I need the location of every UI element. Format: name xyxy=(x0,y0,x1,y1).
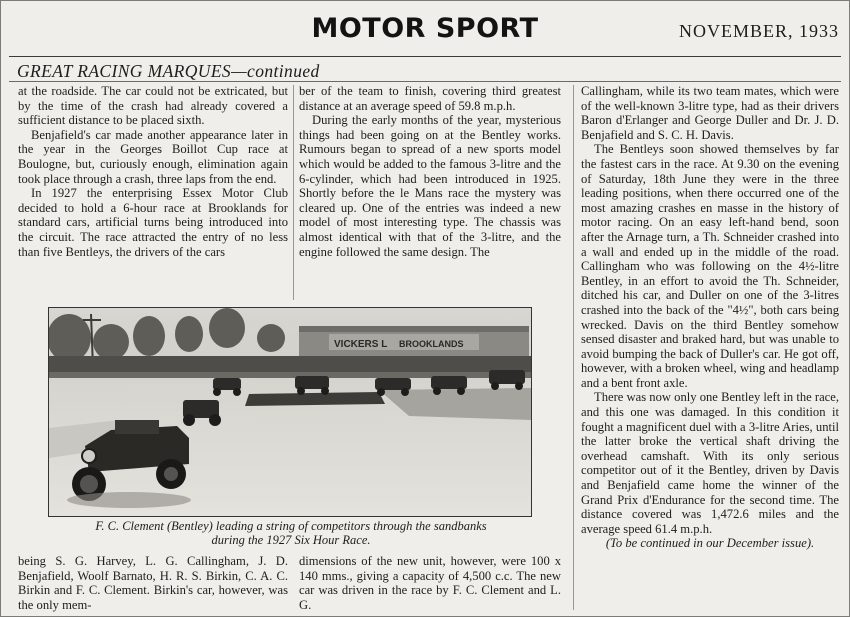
paragraph: being S. G. Harvey, L. G. Callingham, J. D. Benjafield, Woolf Barnato, H. R. S. Birkin, C. A. C. Birkin and F. C. Clement. Birkin's car, however, was the only mem- xyxy=(18,554,288,612)
paragraph: dimensions of the new unit, however, were 100 x 140 mms., giving a capacity of 4,500 c.c. The new car was driven in the race by F. C. Clement and L. G. xyxy=(299,554,561,612)
paragraph: The Bentleys soon showed themselves by far the fastest cars in the race. At 9.30 on the evening of Saturday, 18th June they were in the three leading positions, when there occurred one of the most amazing crashes en masse in the history of motor racing. On an easy left-hand bend, soon after the Arnage turn, a Th. Schneider crashed into a wall and ended up in the middle of the road. Callingham who was following on the 4½-litre Bentley, in an effort to avoid the Th. Schneider, ditched his car, and Duller on one of the 3-litres crashed into the back of the "4½", both cars being wrecked. Davis on the third Bentley somehow sensed disaster and braked hard, but was unable to avoid bumping the back of Duller's car. He got off, however, with a broken wheel, wing and headlamp and a bent front axle. xyxy=(581,142,839,390)
vickers-banner-text: VICKERS L xyxy=(334,339,388,350)
caption-line: during the 1927 Six Hour Race. xyxy=(211,533,371,547)
paragraph: There was now only one Bentley left in the race, and this one was damaged. In this condition it fought a magnificent duel with a 3-litre Aries, until the latter broke the vertical shaft driving the overhead camshaft. With its only serious competitor out of it the Bentley, driven by Davis and Benjafield came home the winner of the Grand Prix d'Endurance for the second time. The distance covered was 1,472.6 miles and the average speed 61.4 m.p.h. xyxy=(581,390,839,536)
paragraph: Benjafield's car made another appearance later in the year in the Georges Boillot Cup race at Boulogne, but, curiously enough, elimination again took place through a crash, three laps from the end. xyxy=(18,127,288,186)
header-rule xyxy=(9,56,841,57)
paragraph: During the early months of the year, mysterious things had been going on at the Bentley works. Rumours began to spread of a new sports model which would be added to the famous 3-litre and the 6-cylinder, which had been introduced in 1925. Shortly before the le Mans race the mystery was cleared up. One of the entries was indeed a new model of most interesting type. The chassis was almost identical with that of the 3-litre, and the engine followed the same design. The xyxy=(299,113,561,259)
article-column-3 xyxy=(581,84,839,551)
article-column-1-continued xyxy=(18,554,288,612)
brooklands-banner-text: BROOKLANDS xyxy=(399,339,464,349)
column-divider xyxy=(573,85,574,610)
paragraph: at the roadside. The car could not be extricated, but by the time of the crash had already covered a sufficient distance to be placed sixth. xyxy=(18,84,288,128)
article-column-1 xyxy=(18,84,288,259)
section-rule xyxy=(9,81,841,82)
photo-caption xyxy=(41,519,541,547)
paragraph: Callingham, while its two team mates, which were of the well-known 3-litre type, had as their drivers Baron d'Erlanger and George Duller and Dr. J. D. Benjafield and S. C. H. Davis. xyxy=(581,84,839,142)
paragraph: In 1927 the enterprising Essex Motor Club decided to hold a 6-hour race at Brooklands for standard cars, artificial turns being introduced into the circuit. The race attracted the entry of no less than five Bentleys, the drivers of the cars xyxy=(18,186,288,259)
race-photograph xyxy=(48,307,532,517)
article-column-2-continued xyxy=(299,554,561,612)
section-title: GREAT RACING MARQUES—continued xyxy=(17,61,320,81)
continuation-note: (To be continued in our December issue). xyxy=(605,536,815,551)
article-column-2 xyxy=(299,84,561,259)
masthead: MOTOR SPORT xyxy=(311,13,539,44)
paragraph: ber of the team to finish, covering third greatest distance at an average speed of 59.8 m.p.h. xyxy=(299,84,561,113)
issue-date: NOVEMBER, 1933 xyxy=(678,21,839,41)
caption-line: F. C. Clement (Bentley) leading a string of competitors through the sandbanks xyxy=(95,519,487,533)
column-divider xyxy=(293,85,294,300)
